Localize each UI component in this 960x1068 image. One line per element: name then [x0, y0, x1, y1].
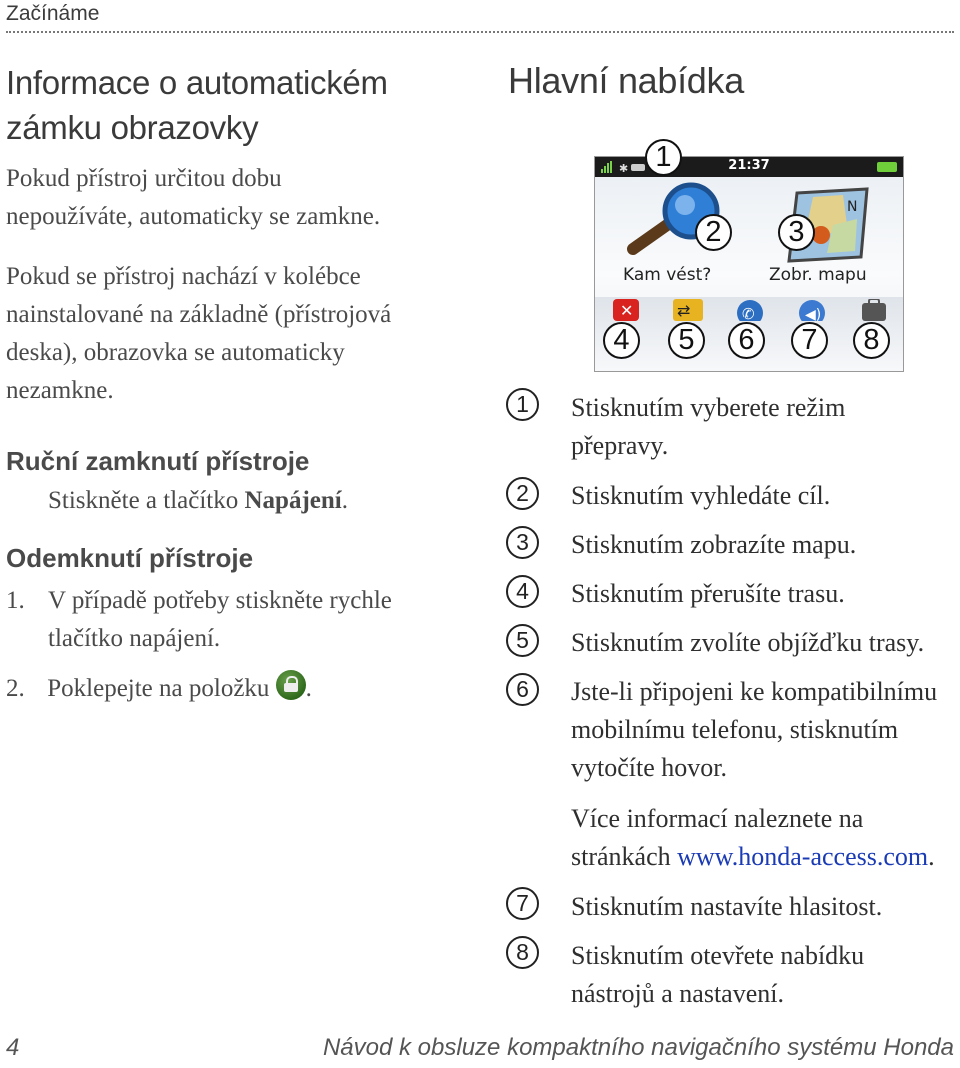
step-text-continued: tlačítko napájení.	[48, 625, 221, 652]
step-text: V případě potřeby stiskněte rychle	[48, 587, 392, 614]
svg-text:✕: ✕	[620, 301, 634, 320]
unlock-step-1	[6, 582, 392, 620]
list-item	[571, 673, 960, 787]
auto-lock-title	[6, 60, 388, 150]
text-line: Pokud se přístroj nachází v kolébce	[6, 263, 361, 290]
text-line: nezamkne.	[6, 377, 114, 404]
item-number: 2	[506, 477, 539, 510]
step-number: 1.	[6, 587, 25, 614]
manual-text-prefix: Stiskněte a tlačítko	[48, 487, 245, 514]
item-line: Stisknutím přerušíte trasu.	[571, 579, 845, 608]
callout-1: 1	[645, 139, 682, 176]
item-line: Stisknutím vyhledáte cíl.	[571, 481, 831, 510]
manual-title: Návod k obsluze kompaktního navigačního systému Honda	[322, 1034, 954, 1061]
item-number: 4	[506, 575, 539, 608]
list-item	[571, 888, 960, 926]
svg-text:◀): ◀)	[805, 307, 822, 321]
section-header: Začínáme	[6, 2, 100, 25]
item-number: 6	[506, 673, 539, 706]
volume-icon[interactable]	[795, 299, 829, 321]
clock: 21:37	[728, 158, 770, 173]
more-info-suffix: .	[928, 842, 935, 871]
power-key-label: Napájení	[244, 487, 342, 514]
tools-icon[interactable]	[857, 299, 891, 321]
detour-icon[interactable]	[671, 299, 705, 321]
status-bar	[595, 157, 903, 177]
item-line: Stisknutím vyberete režim	[571, 393, 846, 422]
where-to-label[interactable]: Kam vést?	[623, 265, 712, 285]
svg-text:N: N	[847, 199, 858, 215]
unlock-step-2	[6, 670, 312, 708]
item-line: vytočíte hovor.	[571, 753, 727, 782]
text-line: nainstalované na základně (přístrojová	[6, 301, 392, 328]
manual-text-suffix: .	[341, 487, 348, 514]
list-item	[571, 624, 960, 662]
more-info-prefix: stránkách	[571, 842, 678, 871]
manual-lock-text	[48, 482, 348, 520]
item-line: Stisknutím nastavíte hlasitost.	[571, 892, 883, 921]
list-item	[571, 575, 960, 613]
list-item	[571, 389, 960, 465]
title-line: Informace o automatickém	[6, 64, 388, 101]
list-item	[571, 477, 960, 515]
list-item	[571, 937, 960, 1013]
item-line: Stisknutím zvolíte objížďku trasy.	[571, 628, 925, 657]
phone-icon[interactable]	[733, 299, 767, 321]
callout-6: 6	[728, 322, 765, 359]
item-number: 5	[506, 624, 539, 657]
item-number: 1	[506, 388, 539, 421]
step-number: 2.	[6, 675, 25, 702]
text-line: deska), obrazovka se automaticky	[6, 339, 345, 366]
callout-3: 3	[778, 214, 815, 251]
title-line: zámku obrazovky	[6, 109, 259, 146]
item-line: přepravy.	[571, 431, 669, 460]
list-item	[571, 526, 960, 564]
callout-4: 4	[603, 322, 640, 359]
auto-lock-paragraph	[6, 160, 380, 236]
lock-icon	[276, 670, 306, 700]
item-number: 8	[506, 936, 539, 969]
svg-text:✆: ✆	[742, 305, 755, 321]
item-line: mobilnímu telefonu, stisknutím	[571, 715, 899, 744]
item-line: Jste-li připojeni ke kompatibilnímu	[571, 677, 938, 706]
callout-5: 5	[668, 322, 705, 359]
honda-access-link[interactable]: www.honda-access.com	[677, 842, 929, 871]
item-number: 7	[506, 887, 539, 920]
stop-route-icon[interactable]	[609, 299, 643, 321]
view-map-label[interactable]: Zobr. mapu	[769, 265, 867, 285]
item-line: Stisknutím otevřete nabídku	[571, 941, 865, 970]
callout-8: 8	[853, 322, 890, 359]
more-info-line	[571, 838, 960, 876]
step-suffix: .	[305, 675, 312, 702]
item-number: 3	[506, 526, 539, 559]
manual-lock-heading: Ruční zamknutí přístroje	[6, 446, 310, 476]
item-line: Stisknutím zobrazíte mapu.	[571, 530, 857, 559]
text-line: nepoužíváte, automaticky se zamkne.	[6, 203, 381, 230]
main-menu-title: Hlavní nabídka	[508, 60, 744, 101]
callout-7: 7	[791, 322, 828, 359]
svg-text:⇄: ⇄	[677, 301, 691, 320]
more-info-line: Více informací naleznete na	[571, 804, 864, 833]
svg-text:✱: ✱	[619, 162, 629, 175]
cradle-paragraph	[6, 258, 391, 410]
step-text: Poklepejte na položku	[47, 675, 270, 702]
unlock-heading: Odemknutí přístroje	[6, 543, 254, 573]
callout-2: 2	[695, 214, 732, 251]
page-number: 4	[6, 1034, 20, 1061]
more-info-text	[571, 800, 960, 876]
item-line: nástrojů a nastavení.	[571, 979, 784, 1008]
text-line: Pokud přístroj určitou dobu	[6, 165, 282, 192]
header-divider	[6, 31, 954, 33]
